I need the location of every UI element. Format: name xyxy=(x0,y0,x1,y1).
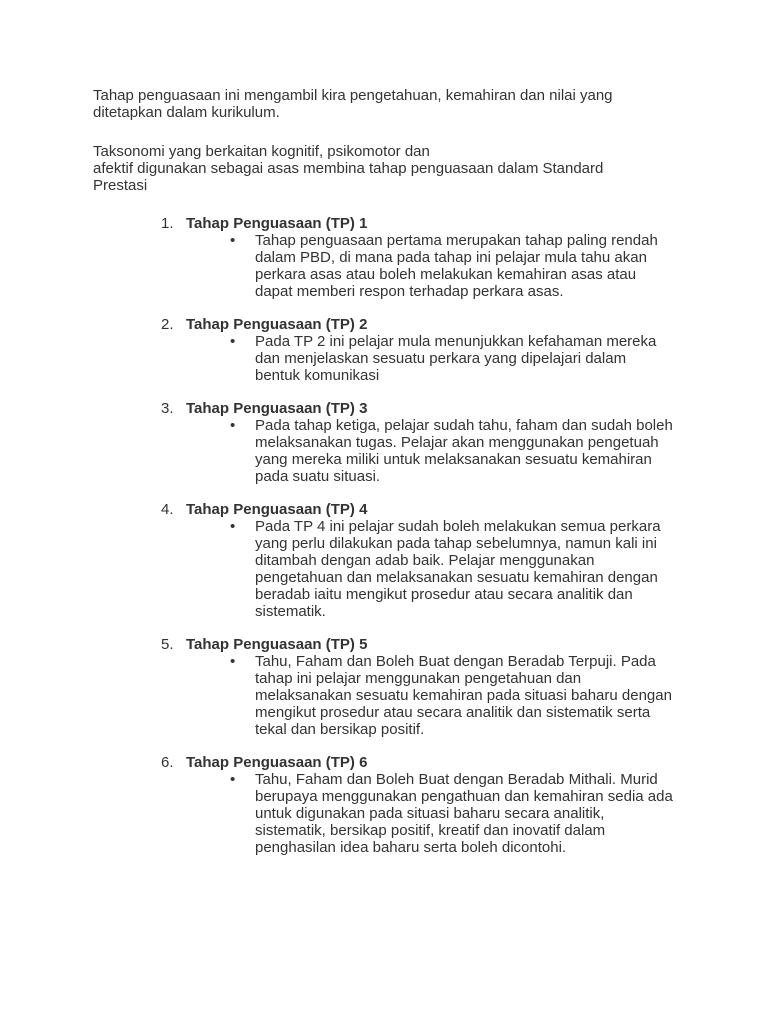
level-title: Tahap Penguasaan (TP) 2 xyxy=(186,316,368,333)
list-number: 2. xyxy=(161,316,174,333)
level-title: Tahap Penguasaan (TP) 1 xyxy=(186,215,368,232)
list-number: 6. xyxy=(161,754,174,771)
bullet-list xyxy=(186,518,683,620)
bullet-item xyxy=(186,333,675,384)
taxonomy-paragraph-line-1: Taksonomi yang berkaitan kognitif, psikomotor dan xyxy=(93,143,430,160)
list-item-tp1 xyxy=(93,215,683,300)
list-item-tp3 xyxy=(93,400,683,485)
level-title: Tahap Penguasaan (TP) 3 xyxy=(186,400,368,417)
intro-paragraph: Tahap penguasaan ini mengambil kira pengetahuan, kemahiran dan nilai yang ditetapkan dalam kurikulum. xyxy=(93,87,613,121)
level-title: Tahap Penguasaan (TP) 4 xyxy=(186,501,368,518)
list-item-tp2 xyxy=(93,316,683,384)
list-number: 5. xyxy=(161,636,174,653)
level-description: Pada TP 2 ini pelajar mula menunjukkan kefahaman mereka dan menjelaskan sesuatu perkara yang dipelajari dalam bentuk komunikasi xyxy=(255,333,657,384)
bullet-list xyxy=(186,653,683,738)
bullet-item xyxy=(186,417,675,485)
level-description: Tahap penguasaan pertama merupakan tahap paling rendah dalam PBD, di mana pada tahap ini pelajar mula tahu akan perkara asas atau boleh melakukan kemahiran asas atau dapat memberi respon terhadap perkara asas. xyxy=(255,232,658,300)
level-title: Tahap Penguasaan (TP) 6 xyxy=(186,754,368,771)
level-title: Tahap Penguasaan (TP) 5 xyxy=(186,636,368,653)
list-item-tp4 xyxy=(93,501,683,620)
level-description: Pada TP 4 ini pelajar sudah boleh melakukan semua perkara yang perlu dilakukan pada tahap sebelumnya, namun kali ini ditambah dengan adab baik. Pelajar menggunakan pengetahuan dan melaksanakan sesuatu kemahiran dengan beradab iaitu mengikut prosedur atau secara analitik dan sistematik. xyxy=(255,518,661,620)
bullet-item xyxy=(186,232,675,300)
list-item-tp6 xyxy=(93,754,683,856)
bullet-item xyxy=(186,653,675,738)
bullet-icon: • xyxy=(230,232,236,249)
bullet-icon: • xyxy=(230,333,236,350)
bullet-item xyxy=(186,518,675,620)
taxonomy-paragraph-line-2: afektif digunakan sebagai asas membina tahap penguasaan dalam Standard Prestasi xyxy=(93,160,604,194)
list-number: 1. xyxy=(161,215,174,232)
mastery-level-list xyxy=(93,215,683,872)
bullet-list xyxy=(186,232,683,300)
list-number: 3. xyxy=(161,400,174,417)
list-item-tp5 xyxy=(93,636,683,738)
bullet-list xyxy=(186,771,683,856)
bullet-icon: • xyxy=(230,653,236,670)
bullet-icon: • xyxy=(230,417,236,434)
bullet-list xyxy=(186,333,683,384)
level-description: Tahu, Faham dan Boleh Buat dengan Beradab Mithali. Murid berupaya menggunakan pengathuan dan kemahiran sedia ada untuk digunakan pada situasi baharu secara analitik, sistematik, bersikap positif, kreatif dan inovatif dalam penghasilan idea baharu serta boleh dicontohi. xyxy=(255,771,673,856)
bullet-list xyxy=(186,417,683,485)
bullet-icon: • xyxy=(230,518,236,535)
level-description: Pada tahap ketiga, pelajar sudah tahu, faham dan sudah boleh melaksanakan tugas. Pelajar akan menggunakan pengetuah yang mereka miliki untuk melaksanakan sesuatu kemahiran pada suatu situasi. xyxy=(255,417,673,485)
taxonomy-paragraph xyxy=(93,143,653,194)
level-description: Tahu, Faham dan Boleh Buat dengan Beradab Terpuji. Pada tahap ini pelajar menggunakan pengetahuan dan melaksanakan sesuatu kemahiran pada situasi baharu dengan mengikut prosedur atau secara analitik dan sistematik serta tekal dan bersikap positif. xyxy=(255,653,672,738)
list-number: 4. xyxy=(161,501,174,518)
bullet-icon: • xyxy=(230,771,236,788)
bullet-item xyxy=(186,771,675,856)
